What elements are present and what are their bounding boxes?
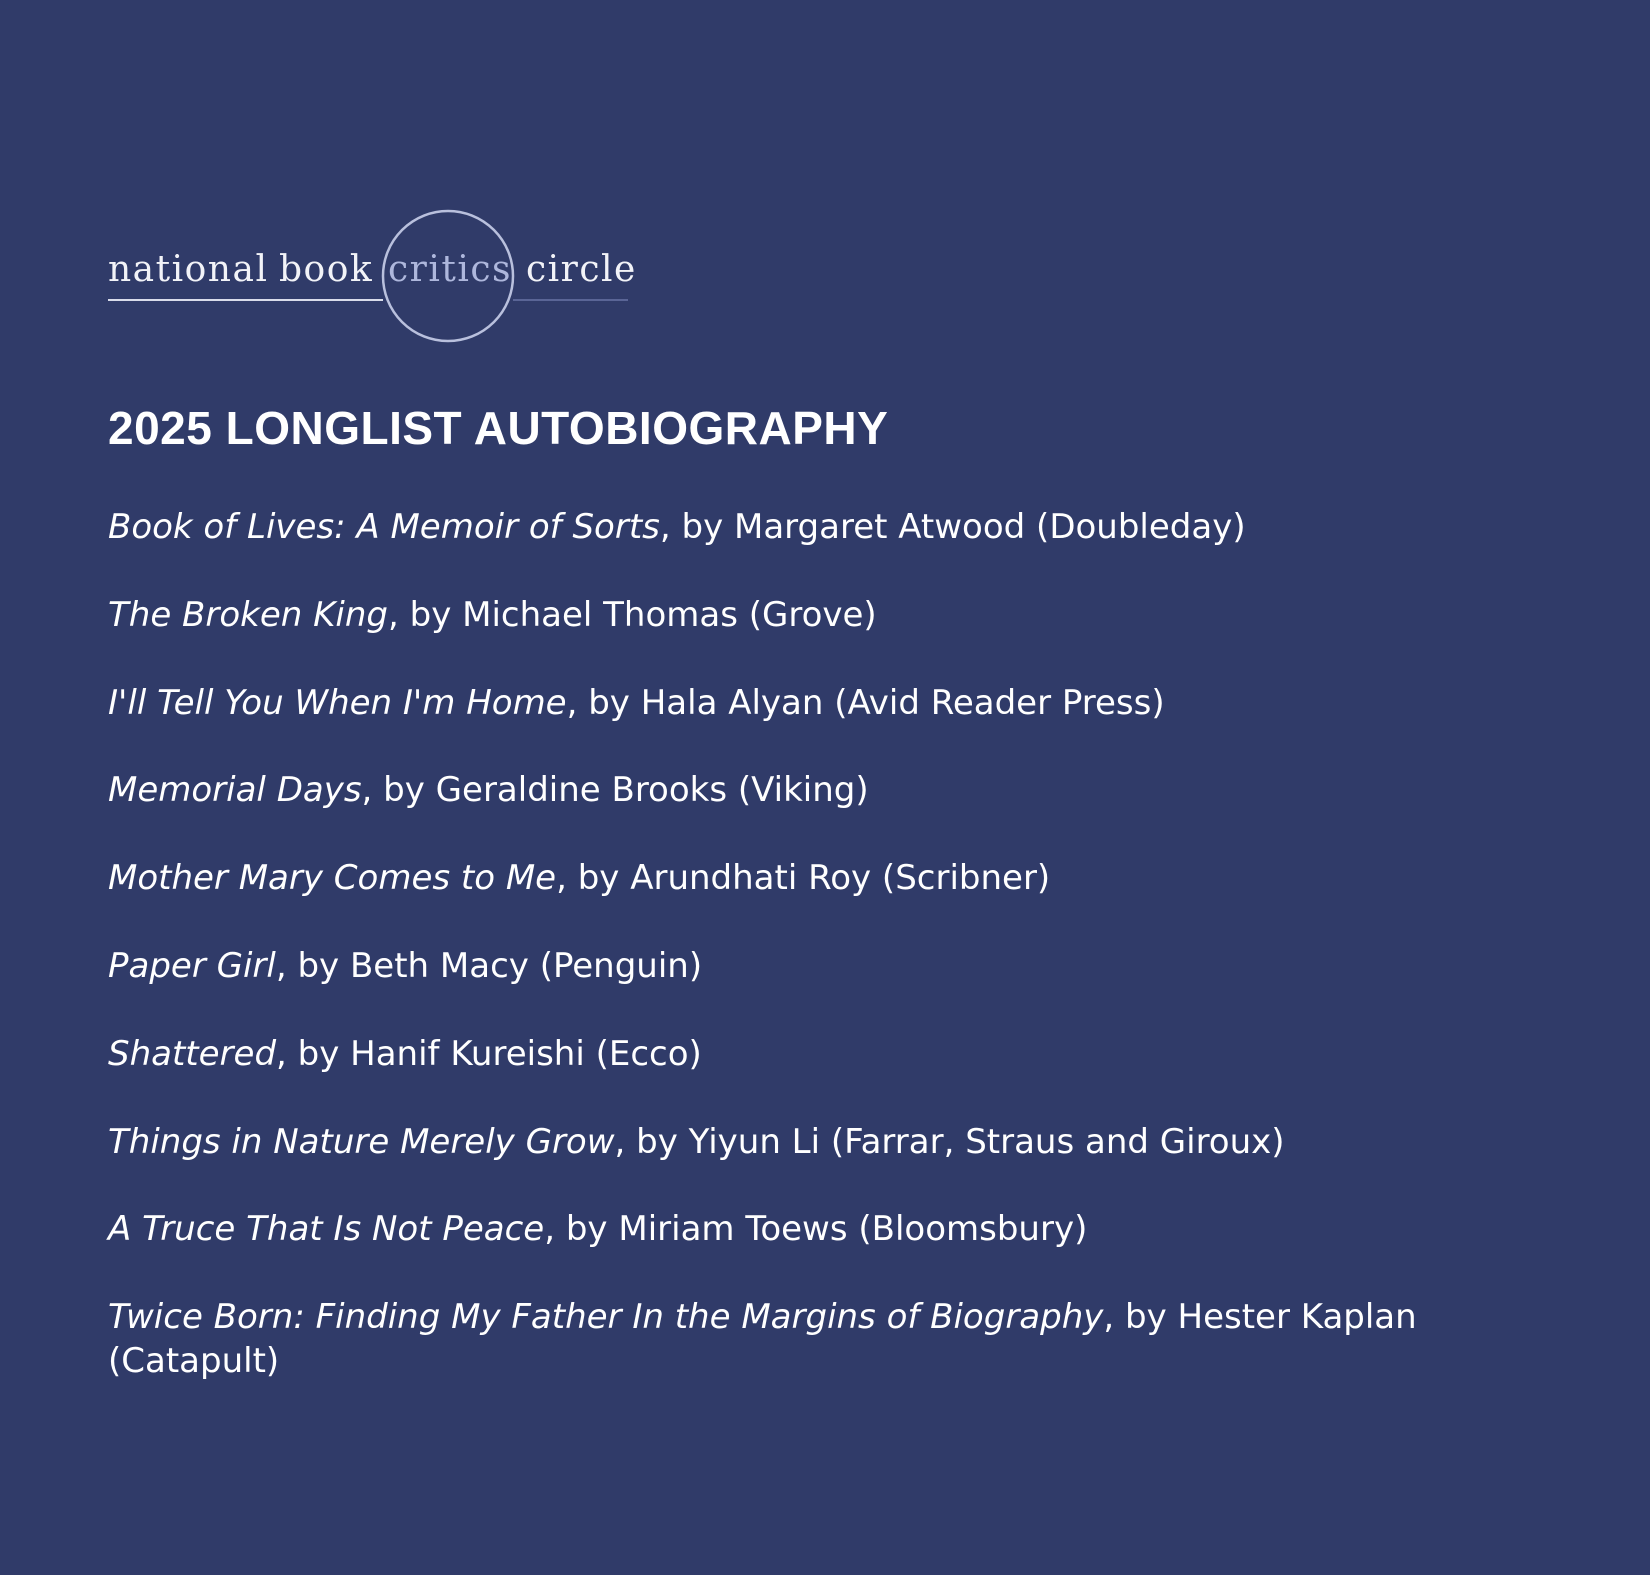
book-credit: , by Miriam Toews (Bloomsbury) — [544, 1209, 1088, 1249]
nbcc-logo — [108, 208, 638, 344]
logo-word-book: book — [279, 249, 374, 290]
book-credit: , by Arundhati Roy (Scribner) — [556, 858, 1051, 898]
book-credit: , by Hanif Kureishi (Ecco) — [276, 1034, 702, 1074]
book-credit: , by Hala Alyan (Avid Reader Press) — [566, 683, 1165, 723]
book-title: Things in Nature Merely Grow — [108, 1122, 615, 1162]
book-title: The Broken King — [108, 595, 388, 635]
book-credit: , by Michael Thomas (Grove) — [388, 595, 877, 635]
book-title: Memorial Days — [108, 770, 362, 810]
list-item — [108, 944, 1488, 988]
list-item — [108, 856, 1488, 900]
logo-word-national: national — [108, 249, 269, 290]
list-item — [108, 1032, 1488, 1076]
book-credit: , by Margaret Atwood (Doubleday) — [659, 507, 1246, 547]
book-credit: , by Beth Macy (Penguin) — [275, 946, 703, 986]
book-credit: , by Hester Kaplan (Catapult) — [108, 1297, 1417, 1381]
list-item — [108, 593, 1488, 637]
logo-word-critics: critics — [388, 249, 513, 290]
book-credit: , by Geraldine Brooks (Viking) — [361, 770, 869, 810]
book-title: Shattered — [108, 1034, 277, 1074]
book-title: Mother Mary Comes to Me — [108, 858, 557, 898]
logo-word-circle: circle — [526, 249, 637, 290]
book-title: A Truce That Is Not Peace — [108, 1209, 545, 1249]
book-credit: , by Yiyun Li (Farrar, Straus and Giroux) — [614, 1122, 1285, 1162]
book-title: Twice Born: Finding My Father In the Margins of Biography — [108, 1297, 1104, 1337]
page-title: 2025 LONGLIST AUTOBIOGRAPHY — [108, 402, 889, 454]
list-item — [108, 681, 1488, 725]
book-title: Book of Lives: A Memoir of Sorts — [108, 507, 660, 547]
list-item — [108, 1120, 1488, 1164]
list-item — [108, 1207, 1488, 1251]
list-item — [108, 768, 1488, 812]
book-title: Paper Girl — [108, 946, 276, 986]
book-title: I'll Tell You When I'm Home — [108, 683, 567, 723]
list-item — [108, 505, 1488, 549]
list-item — [108, 1295, 1488, 1383]
